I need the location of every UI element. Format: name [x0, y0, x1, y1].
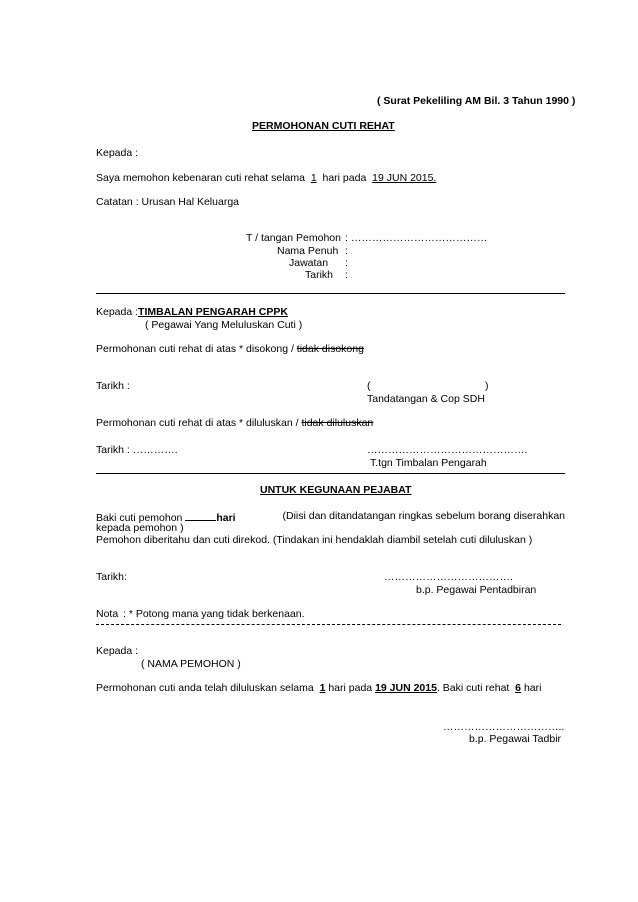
- approver-kepada-label: Kepada :: [96, 306, 139, 318]
- full-name-colon: :: [345, 245, 348, 257]
- approve-line: [96, 417, 373, 430]
- signature-label: T / tangan Pemohon: [246, 232, 341, 244]
- officer-signature-label: b.p. Pegawai Tadbir: [469, 733, 562, 745]
- balance-hari: hari: [216, 512, 236, 524]
- request-text-mid: hari pada: [322, 172, 367, 184]
- balance-text-pre: Baki cuti pemohon: [96, 512, 183, 524]
- approval-line: [96, 682, 565, 695]
- officer-signature-dots: ……………………………..: [443, 721, 565, 733]
- approver-title: TIMBALAN PENGARAH CPPK: [138, 306, 288, 318]
- admin-signature-dots: ……………………………….: [384, 571, 513, 583]
- approval-text-pre: Permohonan cuti anda telah diluluskan selama: [96, 682, 314, 694]
- leave-date: 19 JUN 2015.: [372, 172, 437, 184]
- office-use-heading: UNTUK KEGUNAAN PEJABAT: [260, 484, 412, 496]
- support-text: Permohonan cuti rehat di atas * disokong /: [96, 343, 294, 355]
- approved-days: 1: [319, 682, 326, 694]
- date-colon: :: [345, 269, 348, 281]
- approve-date-label: Tarikh : ………….: [96, 444, 178, 456]
- applicant-name-placeholder: ( NAMA PEMOHON ): [141, 658, 241, 670]
- signature-dots: : …………………………………: [345, 232, 488, 244]
- leave-days: 1: [310, 172, 317, 184]
- office-date-label: Tarikh:: [96, 571, 127, 583]
- full-name-label: Nama Penuh: [277, 245, 339, 257]
- support-struck: tidak disokong: [296, 343, 364, 355]
- date-label: Tarikh: [305, 269, 334, 281]
- note-text: : * Potong mana yang tidak berkenaan.: [123, 608, 305, 620]
- balance-text-post: (Diisi dan ditandatangan ringkas sebelum borang diserahkan: [282, 510, 565, 522]
- section-divider: [96, 473, 565, 474]
- support-date-label: Tarikh :: [96, 380, 130, 392]
- approver-addressee: [96, 306, 288, 319]
- stamp-paren-open: (: [367, 380, 371, 392]
- note-line: Catatan : Urusan Hal Keluarga: [96, 196, 239, 208]
- approval-text-post: . Baki cuti rehat: [436, 682, 510, 694]
- admin-signature-label: b.p. Pegawai Pentadbiran: [416, 584, 537, 596]
- approved-date: 19 JUN 2015: [375, 682, 437, 694]
- addressee-label: Kepada :: [96, 147, 139, 159]
- approver-role: ( Pegawai Yang Meluluskan Cuti ): [145, 319, 303, 331]
- position-colon: :: [345, 257, 348, 269]
- approve-text: Permohonan cuti rehat di atas * diluluskan /: [96, 417, 299, 429]
- form-title: PERMOHONAN CUTI REHAT: [252, 120, 395, 132]
- section-divider: [96, 293, 565, 294]
- support-line: [96, 343, 364, 356]
- reply-addressee-label: Kepada :: [96, 645, 139, 657]
- note-label: Nota: [96, 608, 119, 620]
- request-text-pre: Saya memohon kebenaran cuti rehat selama: [96, 172, 305, 184]
- cut-line: [96, 624, 561, 625]
- balance-line-2: kepada pemohon ): [96, 522, 184, 534]
- deputy-signature-label: T.tgn Timbalan Pengarah: [370, 457, 487, 469]
- leave-balance: 6: [515, 682, 522, 694]
- approval-text-mid: hari pada: [328, 682, 373, 694]
- position-label: Jawatan: [289, 257, 329, 269]
- circular-reference: ( Surat Pekeliling AM Bil. 3 Tahun 1990 ): [377, 95, 576, 107]
- recorded-line: Pemohon diberitahu dan cuti direkod. (Tindakan ini hendaklah diambil setelah cuti diluluskan ): [96, 534, 533, 546]
- stamp-paren-close: ): [485, 380, 489, 392]
- approval-text-end: hari: [523, 682, 542, 694]
- balance-blank: [185, 510, 216, 521]
- leave-request-line: [96, 172, 436, 185]
- stamp-label: Tandatangan & Cop SDH: [367, 393, 485, 405]
- approve-struck: tidak diluluskan: [301, 417, 374, 429]
- deputy-signature-dots: ……………………………………….: [367, 444, 528, 456]
